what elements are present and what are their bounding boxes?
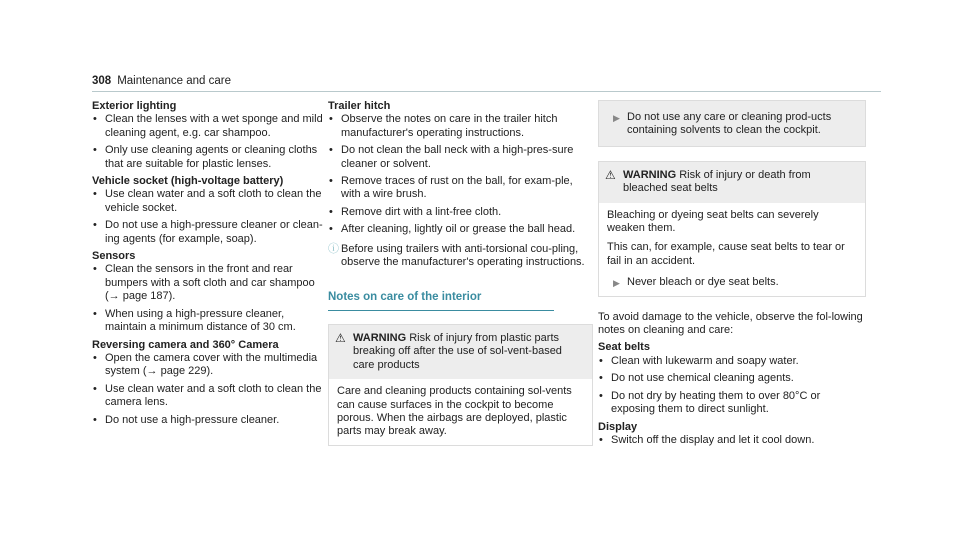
- cockpit-action-text: Do not use any care or cleaning prod-ucts containing solvents to clean the cockpit.: [627, 111, 832, 137]
- action-arrow-icon: ▶: [613, 113, 620, 123]
- sensors-heading: Sensors: [92, 250, 136, 263]
- exterior-lighting-list: [92, 113, 324, 171]
- warning-icon: ⚠: [335, 330, 346, 345]
- interior-section-title: Notes on care of the interior: [328, 291, 554, 310]
- list-item: • Do not dry by heating them to over 80°C or exposing them to direct sunlight.: [598, 390, 866, 417]
- warning-body-text-1: Bleaching or dyeing seat belts can severely weaken them.: [607, 208, 819, 235]
- list-item: • After cleaning, lightly oil or grease the ball head.: [328, 223, 593, 236]
- list-item: • Open the camera cover with the multimedia system (→ page 229).: [92, 352, 324, 379]
- warning-head-text: Risk of injury or death from bleached seat belts: [623, 168, 811, 195]
- display-list: [598, 434, 866, 447]
- care-intro: To avoid damage to the vehicle, observe the fol-lowing notes on cleaning and care:: [598, 310, 863, 337]
- vehicle-socket-list: [92, 188, 324, 246]
- list-item: • When using a high-pressure cleaner, maintain a minimum distance of 30 cm.: [92, 308, 324, 335]
- page-header-title: Maintenance and care: [117, 75, 231, 87]
- list-item: • Clean with lukewarm and soapy water.: [598, 355, 866, 368]
- warning-action: [607, 276, 857, 289]
- list-item: • Do not use a high-pressure cleaner or clean-ing agents (for example, soap).: [92, 219, 324, 246]
- warning-label: WARNING: [623, 168, 677, 181]
- warning-header: [329, 325, 592, 379]
- list-item: • Only use cleaning agents or cleaning cloths that are suitable for plastic lenses.: [92, 144, 324, 171]
- warning-action-text: Never bleach or dye seat belts.: [627, 276, 779, 289]
- warning-body: Care and cleaning products containing sol-vents can cause surfaces in the cockpit to become porous. When the airbags are deployed, plastic parts may break away.: [337, 385, 572, 438]
- warning-head-text: Risk of injury from plastic parts breaking off after the use of sol-vent-based care products: [353, 331, 562, 371]
- list-item: • Use clean water and a soft cloth to clean the vehicle socket.: [92, 188, 324, 215]
- list-item: • Do not use a high-pressure cleaner.: [92, 414, 324, 427]
- page-header: [92, 75, 231, 87]
- warning-body: [599, 203, 865, 296]
- sensors-list: [92, 263, 324, 334]
- trailer-note-text: Before using trailers with anti-torsional cou-pling, observe the manufacturer's operating instructions.: [341, 242, 585, 269]
- list-item: • Clean the lenses with a wet sponge and mild cleaning agent, e.g. car shampoo.: [92, 113, 324, 140]
- list-item: • Do not use chemical cleaning agents.: [598, 372, 866, 385]
- seat-belts-heading: Seat belts: [598, 341, 650, 354]
- info-icon: ⓘ: [328, 242, 339, 255]
- column-3: [598, 100, 866, 451]
- header-rule: [92, 91, 881, 92]
- trailer-hitch-heading: Trailer hitch: [328, 100, 391, 112]
- seat-belts-list: [598, 355, 866, 417]
- warning-label: WARNING: [353, 331, 407, 344]
- warning-box-plastic: [328, 324, 593, 446]
- camera-list: [92, 352, 324, 427]
- list-item: • Remove dirt with a lint-free cloth.: [328, 206, 593, 219]
- trailer-hitch-list: [328, 113, 593, 236]
- exterior-lighting-heading: Exterior lighting: [92, 100, 177, 112]
- action-arrow-icon: ▶: [613, 278, 620, 289]
- warning-icon: ⚠: [605, 167, 616, 182]
- column-2: [328, 100, 593, 446]
- list-item: • Remove traces of rust on the ball, for exam-ple, with a wire brush.: [328, 175, 593, 202]
- list-item: • Switch off the display and let it cool down.: [598, 434, 866, 447]
- page-number: 308: [92, 75, 112, 87]
- list-item: • Do not clean the ball neck with a high-pres-sure cleaner or solvent.: [328, 144, 593, 171]
- camera-heading: Reversing camera and 360° Camera: [92, 338, 279, 351]
- column-1: [92, 100, 324, 431]
- display-heading: Display: [598, 420, 638, 433]
- list-item: • Use clean water and a soft cloth to clean the camera lens.: [92, 383, 324, 410]
- trailer-note: [328, 243, 593, 270]
- warning-body-text-2: This can, for example, cause seat belts to tear or fail in an accident.: [607, 241, 845, 267]
- list-item: • Clean the sensors in the front and rear bumpers with a soft cloth and car shampoo (→ page 187).: [92, 263, 324, 303]
- vehicle-socket-heading: Vehicle socket (high-voltage battery): [92, 175, 284, 188]
- cockpit-action-box: [598, 100, 866, 147]
- list-item: • Observe the notes on care in the trailer hitch manufacturer's operating instructions.: [328, 113, 593, 140]
- warning-box-seat-belts: [598, 161, 866, 297]
- warning-header: [599, 162, 865, 203]
- cockpit-action: [607, 111, 857, 138]
